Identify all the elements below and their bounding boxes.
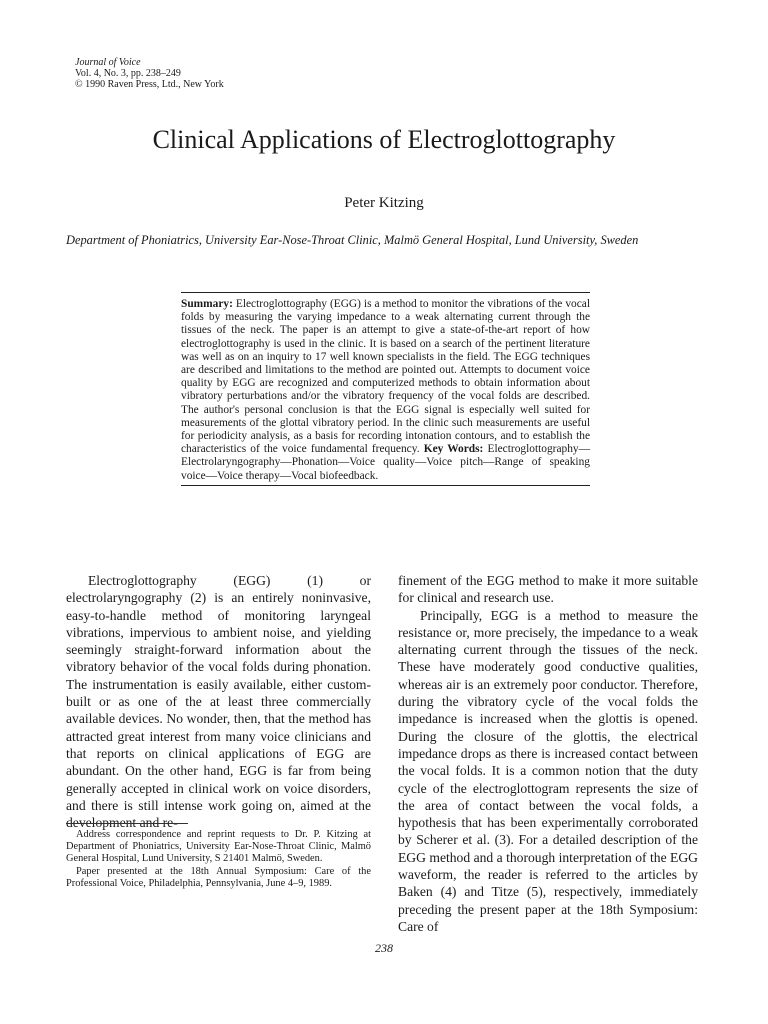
journal-copyright: © 1990 Raven Press, Ltd., New York xyxy=(75,79,224,90)
article-title: Clinical Applications of Electroglottography xyxy=(152,125,616,154)
author-affiliation: Department of Phoniatrics, University Ear-Nose-Throat Clinic, Malmö General Hospital, Lund University, Sweden xyxy=(66,233,639,247)
body-column-right xyxy=(398,572,698,935)
footnote-divider xyxy=(66,823,188,824)
journal-header xyxy=(75,57,224,90)
keywords-label: Key Words: xyxy=(423,443,484,456)
keywords-text: Electroglottography—Electrolaryngography—Phonation—Voice quality—Voice pitch—Range of speaking voice—Voice therapy—Vocal biofeedback. xyxy=(181,443,590,482)
footnotes xyxy=(66,829,371,890)
abstract-label: Summary: xyxy=(181,298,233,310)
abstract-box xyxy=(181,292,590,486)
journal-name: Journal of Voice xyxy=(75,57,141,68)
body-column-left xyxy=(66,572,371,831)
footnote-presented: Paper presented at the 18th Annual Symposium: Care of the Professional Voice, Philadelphia, Pennsylvania, June 4–9, 1989. xyxy=(66,865,371,889)
journal-volume: Vol. 4, No. 3, pp. 238–249 xyxy=(75,68,181,79)
abstract-text: Electroglottography (EGG) is a method to monitor the vibrations of the vocal folds by measuring the varying impedance to a weak alternating current through the tissues of the neck. The paper is an attempt to give a state-of-the-art report of how electroglottography is used in the clinic. It is based on a search of the pertinent literature was well as on an inquiry to 17 well known specialists in the field. The EGG techniques are described and limitations to the method are pointed out. Attempts to document voice quality by EGG are recognized and computerized methods to obtain information about vibratory perturbations and/or the vibratory frequency of the vocal folds are described. The author's personal conclusion is that the EGG signal is especially well suited for measurements of the glottal vibratory period. In the clinic such measurements are useful for periodicity analysis, as a basis for recording intonation contours, and to establish the characteristics of the voice fundamental frequency. xyxy=(181,298,590,456)
body-paragraph: Electroglottography (EGG) (1) or electrolaryngography (2) is an entirely noninvasive, easy-to-handle method of monitoring laryngeal vibrations, impervious to ambient noise, and yielding seemingly straight-forward information about the vibratory behavior of the vocal folds during phonation. The instrumentation is easily available, either custom-built or as one of the at least three commercially available devices. No wonder, then, that the method has attracted great interest from many voice clinicians and that reports on clinical applications of EGG are abundant. On the other hand, EGG is far from being generally accepted in clinical work on voice disorders, and there is still intense work going on, aimed at the development and re- xyxy=(66,573,371,831)
page-number: 238 xyxy=(375,941,393,955)
footnote-correspondence: Address correspondence and reprint requests to Dr. P. Kitzing at Department of Phoniatrics, University Ear-Nose-Throat Clinic, Malmö General Hospital, Lund University, S 21401 Malmö, Sweden. xyxy=(66,829,371,865)
body-paragraph-continuation: finement of the EGG method to make it more suitable for clinical and research use. xyxy=(398,573,698,606)
author-name: Peter Kitzing xyxy=(344,195,424,211)
body-paragraph: Principally, EGG is a method to measure the resistance or, more precisely, the impedance to a weak alternating current through the tissues of the neck. These have moderately good conductive qualities, whereas air is an extremely poor conductor. Therefore, during the vibratory cycle of the vocal folds the impedance is increased when the glottis is opened. During the closure of the glottis, the electrical impedance drops as there is increased contact between the vocal folds. It is a common notion that the duty cycle of the electroglottogram represents the size of the area of contact between the vocal folds, a hypothesis that has been experimentally corroborated by Scherer et al. (3). For a detailed description of the EGG method and a thorough interpretation of the EGG waveform, the reader is referred to the articles by Baken (4) and Titze (5), respectively, immediately preceding the present paper at the 18th Symposium: Care of xyxy=(398,607,698,934)
